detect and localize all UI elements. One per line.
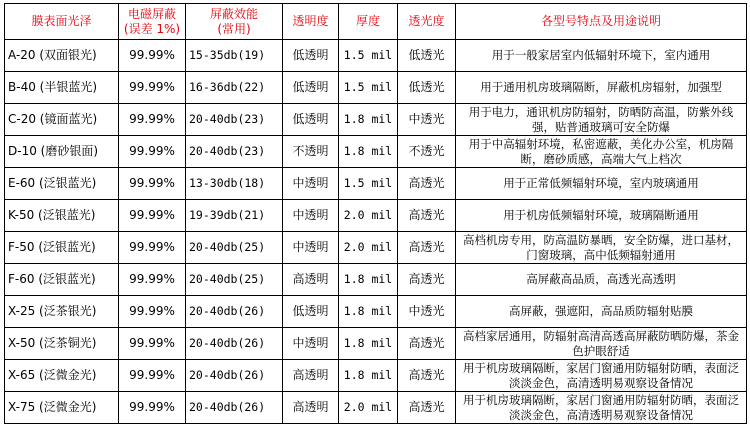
cell-description: 用于机房低频辐射环境，玻璃隔断通用	[456, 200, 747, 232]
cell-shielding: 99.99%	[119, 200, 186, 232]
cell-model: F-60 (泛银蓝光)	[5, 264, 119, 296]
cell-model: A-20 (双面银光)	[5, 40, 119, 72]
cell-description: 高屏蔽，强遮阳，高品质防辐射贴膜	[456, 296, 747, 328]
cell-transparency: 中透明	[283, 232, 339, 264]
header-efficacy	[186, 4, 283, 40]
table-row	[5, 168, 747, 200]
cell-description: 用于机房玻璃隔断，家居门窗通用防辐射防晒，表面泛淡淡金色，高清透明易观察设备情况	[456, 360, 747, 392]
cell-efficacy: 13-30db(18)	[186, 168, 283, 200]
cell-thickness: 1.8 mil	[339, 104, 398, 136]
header-thickness	[339, 4, 398, 40]
cell-description: 用于通用机房玻璃隔断，屏蔽机房辐射，加强型	[456, 72, 747, 104]
cell-light: 高透光	[398, 232, 456, 264]
cell-shielding: 99.99%	[119, 328, 186, 360]
cell-transparency: 低透明	[283, 40, 339, 72]
header-light-label: 透光度	[408, 14, 445, 28]
cell-thickness: 1.8 mil	[339, 360, 398, 392]
cell-light: 高透光	[398, 328, 456, 360]
cell-efficacy: 19-39db(21)	[186, 200, 283, 232]
cell-light: 不透光	[398, 136, 456, 168]
table-row	[5, 328, 747, 360]
cell-thickness: 1.8 mil	[339, 264, 398, 296]
cell-light: 中透光	[398, 296, 456, 328]
cell-shielding: 99.99%	[119, 72, 186, 104]
cell-transparency: 不透明	[283, 136, 339, 168]
cell-thickness: 1.5 mil	[339, 72, 398, 104]
cell-efficacy: 20-40db(23)	[186, 104, 283, 136]
cell-thickness: 1.8 mil	[339, 328, 398, 360]
header-efficacy-note: (常用)	[217, 21, 251, 36]
cell-efficacy: 20-40db(25)	[186, 232, 283, 264]
table-row	[5, 104, 747, 136]
cell-efficacy: 20-40db(26)	[186, 360, 283, 392]
cell-transparency: 低透明	[283, 72, 339, 104]
cell-transparency: 高透明	[283, 392, 339, 424]
cell-shielding: 99.99%	[119, 264, 186, 296]
header-shielding-label: 电磁屏蔽	[127, 6, 176, 21]
product-spec-table	[4, 3, 747, 424]
header-shielding	[119, 4, 186, 40]
cell-thickness: 2.0 mil	[339, 200, 398, 232]
table-row	[5, 200, 747, 232]
cell-transparency: 中透明	[283, 200, 339, 232]
cell-efficacy: 20-40db(25)	[186, 264, 283, 296]
cell-thickness: 1.5 mil	[339, 168, 398, 200]
cell-efficacy: 16-36db(22)	[186, 72, 283, 104]
cell-transparency: 高透明	[283, 360, 339, 392]
cell-description: 用于中高辐射环境，私密遮蔽，美化办公室，机房隔断，磨砂质感，高端大气上档次	[456, 136, 747, 168]
cell-light: 低透光	[398, 40, 456, 72]
cell-shielding: 99.99%	[119, 392, 186, 424]
header-thickness-label: 厚度	[355, 14, 380, 28]
cell-thickness: 2.0 mil	[339, 232, 398, 264]
header-transparency	[283, 4, 339, 40]
cell-transparency: 低透明	[283, 296, 339, 328]
cell-description: 用于电力，通讯机房防辐射，防晒防高温，防紫外线强，贴普通玻璃可安全防爆	[456, 104, 747, 136]
header-efficacy-label: 屏蔽效能	[209, 6, 258, 21]
header-shielding-note: (误差 1%)	[123, 21, 181, 36]
cell-description: 用于机房玻璃隔断，家居门窗通用防辐射防晒，表面泛淡淡金色，高清透明易观察设备情况	[456, 392, 747, 424]
cell-description: 高档机房专用，防高温防暴晒，安全防爆，进口基材，门窗玻璃，高中低频辐射通用	[456, 232, 747, 264]
header-transparency-label: 透明度	[292, 14, 329, 28]
cell-thickness: 1.5 mil	[339, 40, 398, 72]
header-description	[456, 4, 747, 40]
cell-light: 高透光	[398, 360, 456, 392]
cell-shielding: 99.99%	[119, 136, 186, 168]
cell-description: 高屏蔽高品质，高透光高透明	[456, 264, 747, 296]
cell-model: C-20 (镜面蓝光)	[5, 104, 119, 136]
cell-light: 低透光	[398, 72, 456, 104]
cell-efficacy: 15-35db(19)	[186, 40, 283, 72]
table-row	[5, 392, 747, 424]
header-light	[398, 4, 456, 40]
cell-transparency: 低透明	[283, 104, 339, 136]
cell-light: 高透光	[398, 392, 456, 424]
cell-description: 高档家居通用，防辐射高清高透高屏蔽防晒防爆，茶金色护眼舒适	[456, 328, 747, 360]
cell-shielding: 99.99%	[119, 232, 186, 264]
header-row	[5, 4, 747, 40]
table-row	[5, 232, 747, 264]
cell-light: 高透光	[398, 200, 456, 232]
header-surface-label: 膜表面光泽	[31, 14, 92, 28]
cell-model: X-75 (泛微金光)	[5, 392, 119, 424]
cell-model: E-60 (泛银蓝光)	[5, 168, 119, 200]
table-row	[5, 360, 747, 392]
cell-shielding: 99.99%	[119, 360, 186, 392]
cell-efficacy: 20-40db(23)	[186, 136, 283, 168]
table-body	[5, 40, 747, 424]
table-row	[5, 72, 747, 104]
cell-description: 用于正常低频辐射环境，室内玻璃通用	[456, 168, 747, 200]
cell-light: 高透光	[398, 168, 456, 200]
cell-model: D-10 (磨砂银面)	[5, 136, 119, 168]
cell-shielding: 99.99%	[119, 40, 186, 72]
cell-thickness: 1.8 mil	[339, 136, 398, 168]
header-surface	[5, 4, 119, 40]
cell-efficacy: 20-40db(26)	[186, 296, 283, 328]
cell-model: X-50 (泛茶铜光)	[5, 328, 119, 360]
cell-transparency: 中透明	[283, 328, 339, 360]
cell-description: 用于一般家居室内低辐射环境下，室内通用	[456, 40, 747, 72]
table-row	[5, 264, 747, 296]
cell-model: K-50 (泛银蓝光)	[5, 200, 119, 232]
cell-efficacy: 20-40db(26)	[186, 328, 283, 360]
cell-model: F-50 (泛银蓝光)	[5, 232, 119, 264]
cell-transparency: 高透明	[283, 264, 339, 296]
cell-light: 中透光	[398, 104, 456, 136]
cell-model: X-65 (泛微金光)	[5, 360, 119, 392]
cell-efficacy: 20-40db(26)	[186, 392, 283, 424]
cell-shielding: 99.99%	[119, 104, 186, 136]
cell-model: X-25 (泛茶银光)	[5, 296, 119, 328]
cell-transparency: 中透明	[283, 168, 339, 200]
cell-model: B-40 (半银蓝光)	[5, 72, 119, 104]
cell-thickness: 2.0 mil	[339, 392, 398, 424]
cell-light: 高透光	[398, 264, 456, 296]
header-description-label: 各型号特点及用途说明	[540, 14, 661, 28]
table-row	[5, 296, 747, 328]
cell-shielding: 99.99%	[119, 168, 186, 200]
cell-shielding: 99.99%	[119, 296, 186, 328]
cell-thickness: 1.8 mil	[339, 296, 398, 328]
table-row	[5, 136, 747, 168]
table-row	[5, 40, 747, 72]
